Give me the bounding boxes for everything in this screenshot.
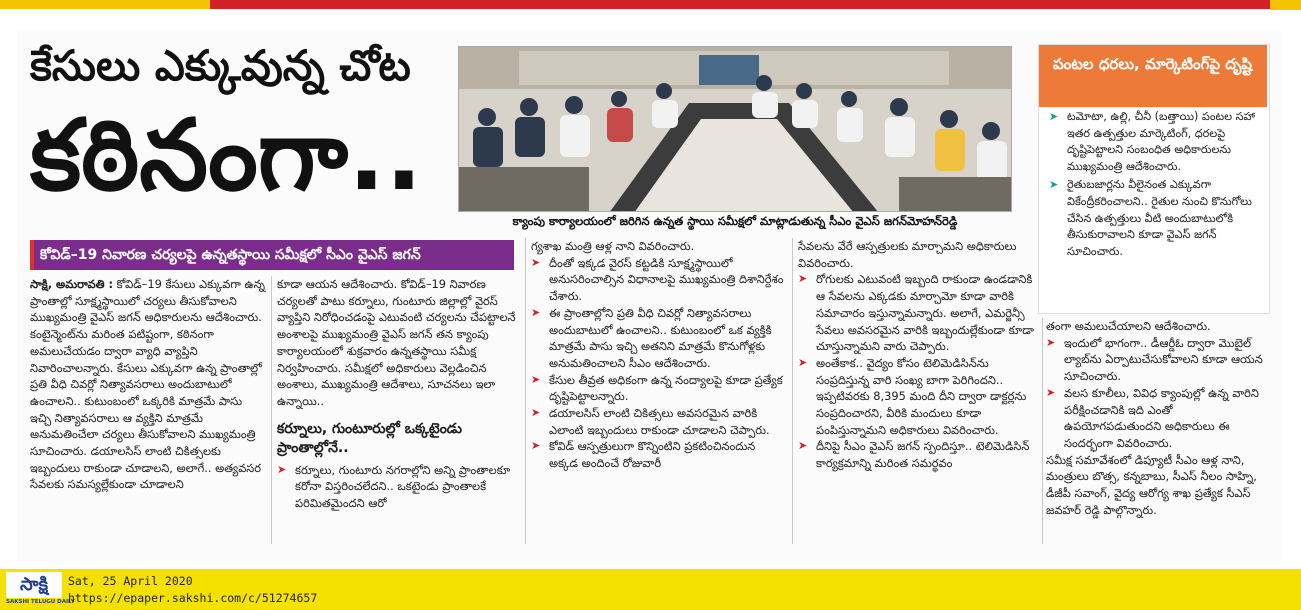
arrow-bullet-icon: ➤ bbox=[798, 439, 808, 453]
list-item-text: దీంతో ఇక్కడ వైరస్ కట్టడికి సూక్ష్మస్థాయిలో అనుసరించాల్సిన విధానాలపై ముఖ్యమంత్రి దిశానిర్దేశం చేశారు. bbox=[549, 255, 784, 304]
sakshi-logo[interactable] bbox=[6, 572, 75, 608]
list-item bbox=[531, 305, 787, 372]
article-column-1 bbox=[30, 276, 266, 544]
list-item-text: దీనిపై సీఎం వైఎస్ జగన్ స్పందిస్తూ.. టెలిమెడిసిన్ కార్యక్రమాన్ని మరింత సమర్థవం bbox=[816, 439, 1030, 471]
arrow-bullet-icon: ➤ bbox=[1049, 110, 1059, 123]
paragraph-text: తంగా అమలుచేయాలని ఆదేశించారు. bbox=[1046, 319, 1211, 333]
logo-mark: సాక్షి bbox=[6, 572, 62, 598]
logo-tagline: SAKSHI TELUGU DAILY bbox=[6, 599, 75, 605]
subhead-text: కోవిడ్–19 నివారణ చర్యలపై ఉన్నతస్థాయి సమీక్షలో సీఎం వైఎస్ జగన్ bbox=[40, 247, 421, 263]
arrow-bullet-icon: ➤ bbox=[277, 462, 287, 476]
article-column-3 bbox=[531, 238, 787, 544]
sidebar-box-body bbox=[1049, 109, 1265, 262]
arrow-bullet-icon: ➤ bbox=[531, 439, 541, 453]
arrow-bullet-icon: ➤ bbox=[798, 355, 808, 369]
headline-line1: కేసులు ఎక్కువున్న చోట bbox=[30, 41, 411, 90]
paragraph-text: సమీక్ష సమావేశంలో డిప్యూటీ సీఎం ఆళ్ల నాని, మంత్రులు బొత్స, కన్నబాబు, సీఎస్ నీలం సాహ్ని, డీజీపీ సవాంగ్, వైద్య ఆరోగ్య శాఖ ప్రత్యేక సీఎస్ జవహర్ రెడ్డి పాల్గొన్నారు. bbox=[1046, 452, 1257, 517]
dateline: సాక్షి, అమరావతి : bbox=[30, 277, 113, 291]
list-item bbox=[531, 405, 787, 438]
top-strip-red bbox=[210, 0, 1270, 9]
list-item-text: టమోటా, ఉల్లి, చీనీ (బత్తాయి) పంటల సహా ఇతర ఉత్పత్తుల మార్కెటింగ్, ధరలపై దృష్టిపెట్టాలని సంబంధిత అధికారులను ముఖ్యమంత్రి ఆదేశించారు. bbox=[1067, 110, 1256, 173]
arrow-bullet-icon: ➤ bbox=[531, 305, 541, 319]
arrow-bullet-icon: ➤ bbox=[1046, 335, 1056, 349]
top-color-strip bbox=[0, 0, 1301, 10]
inline-subheading: కర్నూలు, గుంటూరుల్లో ఒక్కటైండు ప్రాంతాల్లోనే.. bbox=[277, 420, 463, 456]
epaper-link[interactable]: https://epaper.sakshi.com/c/51274657 bbox=[68, 591, 318, 605]
article-column-5 bbox=[1046, 318, 1268, 544]
list-item bbox=[277, 462, 519, 512]
paragraph-text: సేవలను వేరే ఆస్పత్రులకు మార్చామని అధికారులు వివరించారు. bbox=[798, 239, 1017, 270]
arrow-bullet-icon: ➤ bbox=[531, 406, 541, 420]
article-paragraph bbox=[30, 276, 266, 493]
list-item bbox=[1046, 335, 1268, 385]
article-column-4 bbox=[798, 238, 1040, 544]
list-item bbox=[1046, 385, 1268, 452]
top-strip-yellow-left bbox=[0, 0, 210, 9]
list-item-text: డయాలసిస్ లాంటి చికిత్సలు అవసరమైన వారికి ఎలాంటి ఇబ్బందులు రాకుండా చూడాలని చెప్పారు. bbox=[549, 406, 770, 437]
list-item-text: కోవిడ్ ఆస్పత్రులుగా కొన్నింటిని ప్రకటించినందున అక్కడ అందించే రోజువారీ bbox=[549, 439, 756, 471]
meeting-photo bbox=[458, 46, 1012, 212]
list-item bbox=[798, 271, 1040, 355]
list-item-text: రైతుబజార్లను వీలైనంత ఎక్కువగా వికేంద్రీకరించాలని.. రైతుల నుంచి కొనుగోలు చేసిన ఉత్పత్తులు వీటి అందుబాటులోకి తీసుకురావాలని కూడా వైఎస్ జగన్ సూచించారు. bbox=[1067, 178, 1252, 258]
list-item bbox=[1049, 177, 1265, 260]
arrow-bullet-icon: ➤ bbox=[1046, 385, 1056, 399]
list-item-text: వలస కూలీలు, వివిధ క్యాంపుల్లో ఉన్న వారిని పరీక్షించడానికి ఇది ఎంతో ఉపయోగపడుతుందని అధికారులు ఈ సందర్భంగా వివరించారు. bbox=[1064, 385, 1259, 450]
photo-caption: క్యాంపు కార్యాలయంలో జరిగిన ఉన్నత స్థాయి సమీక్షలో మాట్లాడుతున్న సీఎం వైఎస్ జగన్‌మోహన్‌రెడ్డి bbox=[512, 214, 958, 228]
article-subhead bbox=[30, 240, 514, 270]
subhead-accent-bar bbox=[30, 240, 34, 270]
list-item-text: రోగులకు ఎటువంటి ఇబ్బంది రాకుండా ఉండడానికి ఆ సేవలను ఎక్కడకు మార్చామో కూడా వారికి సమాచారం ఇస్తున్నామన్నారు. అలాగే, ఎమర్జెన్సీ సేవలు అవసరమైన వారికి ఇబ్బందుల్లేకుండా కూడా చూస్తున్నామని వారు చెప్పారు. bbox=[816, 272, 1034, 354]
list-item bbox=[798, 438, 1040, 471]
edition-date: Sat, 25 April 2020 bbox=[68, 574, 193, 588]
top-strip-yellow-right bbox=[1270, 0, 1301, 10]
sidebar-box-crop-prices bbox=[1038, 44, 1270, 314]
article-column-2 bbox=[277, 276, 519, 544]
arrow-bullet-icon: ➤ bbox=[531, 372, 541, 386]
list-item bbox=[531, 438, 787, 471]
headline-line2: కఠినంగా.. bbox=[30, 99, 423, 213]
column-rule bbox=[1042, 318, 1043, 544]
column-rule bbox=[792, 238, 793, 544]
paragraph-text: గ్యశాఖ మంత్రి ఆళ్ల నాని వివరించారు. bbox=[531, 239, 695, 253]
list-item-text: కర్నూలు, గుంటూరు నగరాల్లోని అన్ని ప్రాంతాలకూ కరోనా విస్తరించలేదని.. ఒకటైండు ప్రాంతాలకే పరిమితమైందని ఆరో bbox=[295, 462, 511, 511]
arrow-bullet-icon: ➤ bbox=[531, 255, 541, 269]
meeting-photo-image bbox=[459, 47, 1012, 212]
column-rule bbox=[525, 238, 526, 544]
list-item-text: అంతేకాక.. వైద్యం కోసం టెలిమెడిసిన్‌ను సంప్రదిస్తున్న వారి సంఖ్య బాగా పెరిగిందని.. ఇప్పటివరకు 8,395 మంది దీని ద్వారా డాక్టర్లను సంప్రదించారని, వీరికి మందులు కూడా పంపిస్తున్నామని అధికారులు వివరించారు. bbox=[816, 355, 1027, 437]
arrow-bullet-icon: ➤ bbox=[1049, 178, 1059, 192]
list-item bbox=[531, 255, 787, 305]
arrow-bullet-icon: ➤ bbox=[798, 272, 808, 286]
list-item-text: ఈ ప్రాంతాల్లోని ప్రతి వీధి చివర్లో నిత్యావసరాలు అందుబాటులో ఉంచాలని.. కుటుంబంలో ఒక వ్యక్తికి మాత్రమే పాసు ఇచ్చి అతనిని మాత్రమే కొనుగోళ్లకు అనుమతించాలని సీఎం ఆదేశించారు. bbox=[549, 305, 772, 370]
list-item bbox=[531, 372, 787, 405]
paragraph-text: కోవిడ్–19 కేసులు ఎక్కువగా ఉన్న ప్రాంతాల్లో సూక్ష్మస్థాయిలో చర్యలు తీసుకోవాలని ముఖ్యమంత్రి వైఎస్ జగన్ అధికారులను ఆదేశించారు. కంటైన్మెంట్‌ను మరింత పటిష్టంగా, కఠినంగా అమలుచేయడం ద్వారా వ్యాధి వ్యాప్తిని నివారించాలన్నారు. కేసులు ఎక్కువగా ఉన్న ప్రాంతాల్లో ప్రతి వీధి చివర్లో నిత్యావసరాలు అందుబాటులో ఉంచాలని.. కుటుంబంలో ఒక్కరికి మాత్రమే పాసు ఇచ్చి నిత్యావసరాలు ఆ వ్యక్తిని మాత్రమే అనుమతించేలా చర్యలు తీసుకోవాలని ముఖ్యమంత్రి సూచించారు. డయాలసిస్ లాంటి చికిత్సలకు ఇబ్బందులు రాకుండా చూడాలని, అలాగే.. అత్యవసర సేవలకు సమస్యల్లేకుండా చూడాలని bbox=[30, 277, 265, 492]
list-item bbox=[1049, 109, 1265, 175]
paragraph-text: కూడా ఆయన ఆదేశించారు. కోవిడ్–19 నివారణ చర్యలతో పాటు కర్నూలు, గుంటూరు జిల్లాల్లో వైరస్ వ్యాప్తిని నిరోధించడంపై ఎటువంటి చర్యలను చేపట్టాలనే అంశాలపై ముఖ్యమంత్రి వైఎస్ జగన్ తన క్యాంపు కార్యాలయంలో శుక్రవారం ఉన్నతస్థాయి సమీక్ష నిర్వహించారు. సమీక్షలో అధికారులు వెల్లడించిన అంశాలు, ముఖ్యమంత్రి ఆదేశాలు, సూచనలు ఇలా ఉన్నాయి.. bbox=[277, 277, 516, 408]
list-item bbox=[798, 355, 1040, 439]
column-rule bbox=[271, 276, 272, 544]
sidebar-box-title: పంటల ధరలు, మార్కెటింగ్‌పై దృష్టి bbox=[1039, 45, 1267, 107]
footer-bar bbox=[0, 569, 1301, 610]
list-item-text: ఇందులో భాగంగా.. డీఆర్డీఓ ద్వారా మొబైల్ ల్యాబ్‌ను ఏర్పాటుచేసుకోవాలని కూడా ఆయన సూచించారు. bbox=[1064, 335, 1263, 384]
list-item-text: కేసుల తీవ్రత అధికంగా ఉన్న నంద్యాలపై కూడా ప్రత్యేక దృష్టిపెట్టాలన్నారు. bbox=[549, 372, 783, 404]
